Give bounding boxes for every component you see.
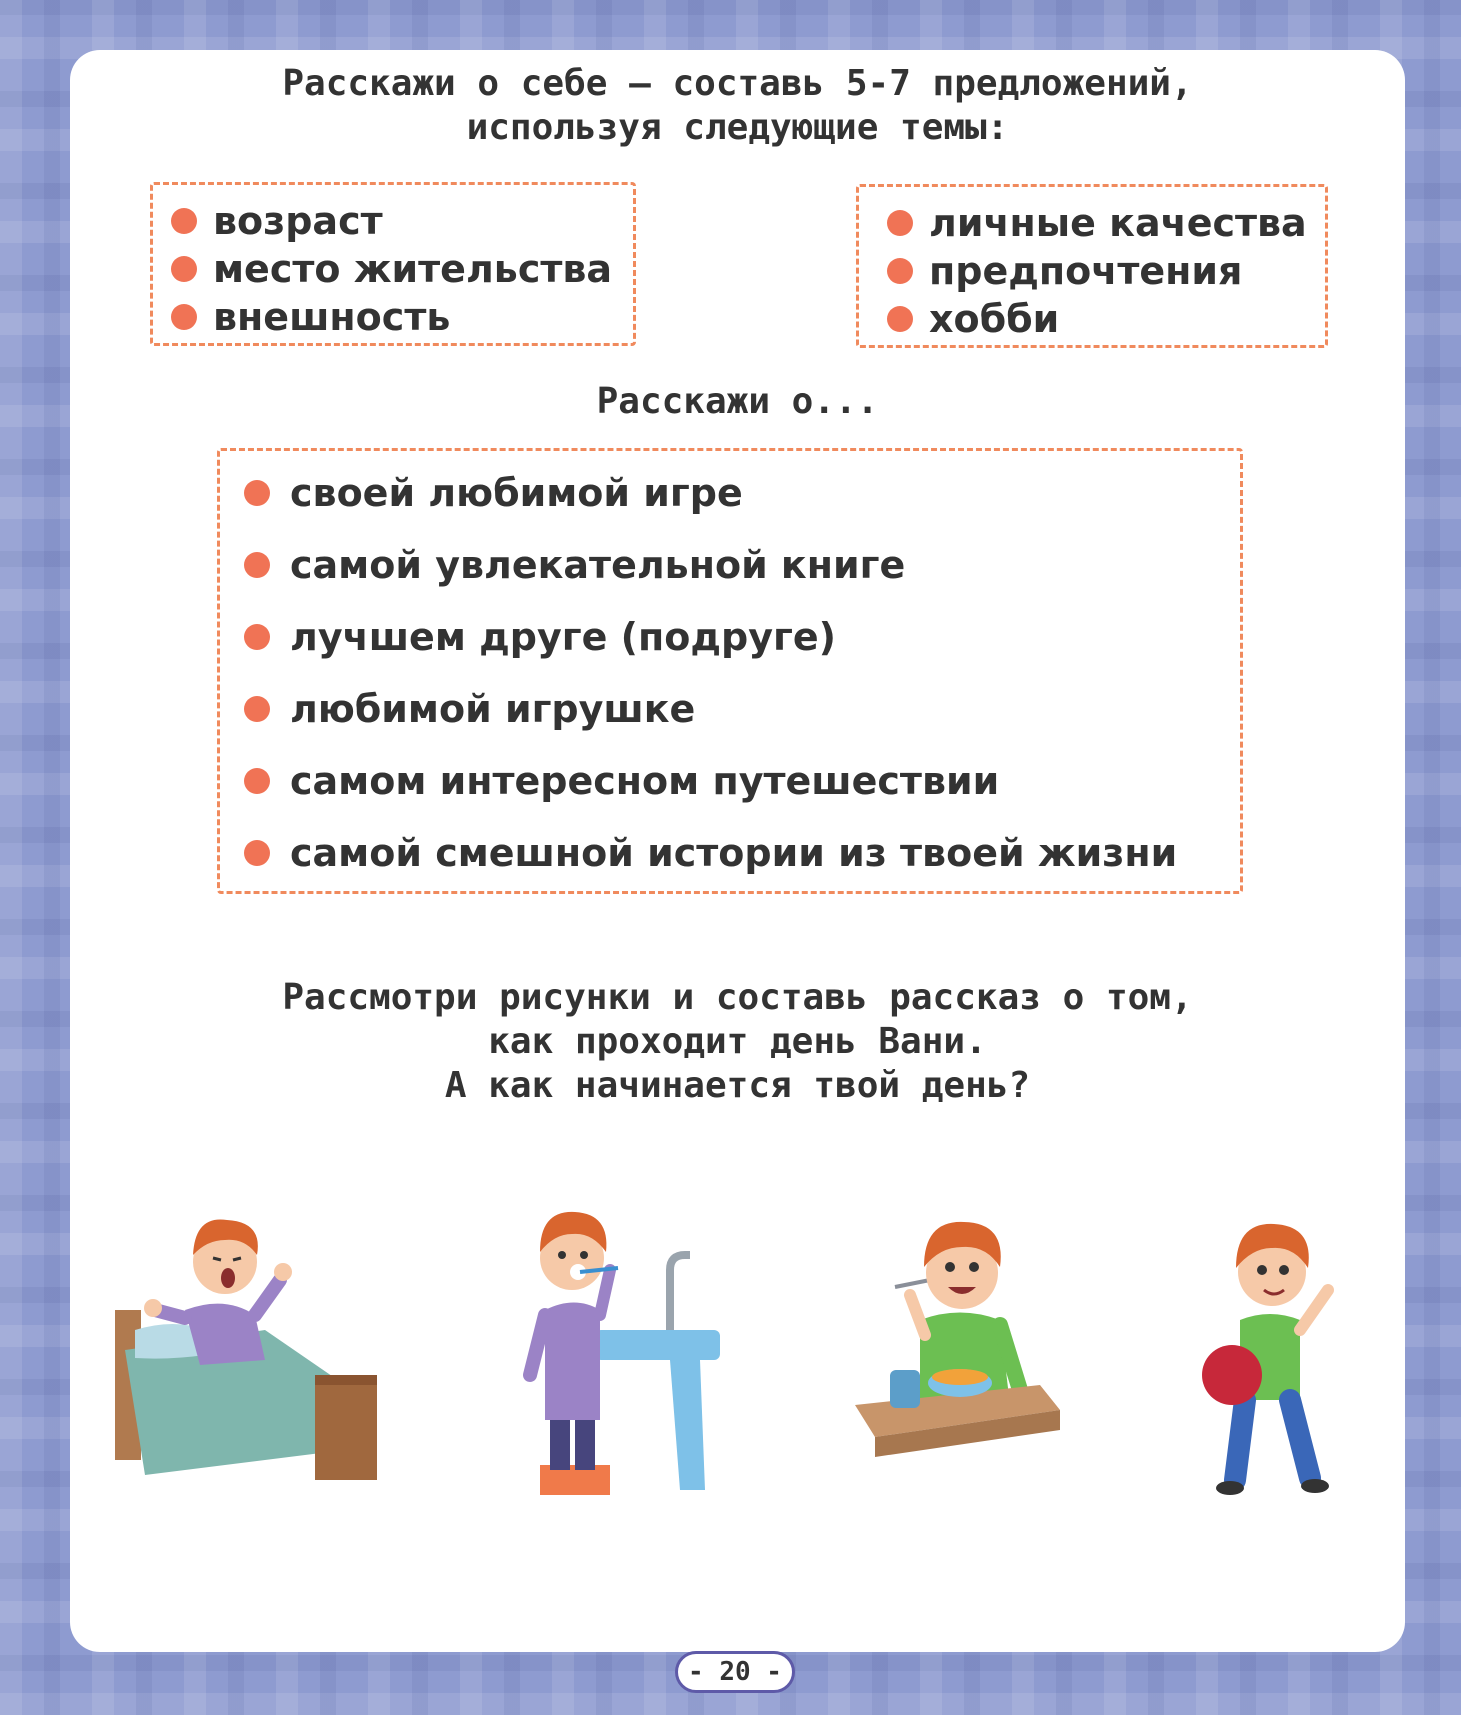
- tell-about-box: [217, 448, 1243, 894]
- list-item: самом интересном путешествии: [220, 745, 1240, 817]
- bullet-icon: [244, 624, 270, 650]
- section3-heading: [70, 976, 1405, 1108]
- boy-with-ball-illustration: [1200, 1210, 1370, 1510]
- boy-waking-up-illustration: [115, 1200, 385, 1490]
- boy-eating-illustration: [850, 1205, 1080, 1505]
- list-item: внешность: [171, 293, 633, 341]
- bullet-icon: [171, 208, 197, 234]
- list-item: самой смешной истории из твоей жизни: [220, 817, 1240, 889]
- list-item: возраст: [171, 197, 633, 245]
- section1-heading-line2: используя следующие темы:: [466, 107, 1009, 148]
- list-item: личные качества: [887, 199, 1325, 247]
- list-item: лучшем друге (подруге): [220, 601, 1240, 673]
- bullet-icon: [244, 696, 270, 722]
- bullet-icon: [244, 768, 270, 794]
- section2-heading: Расскажи о...: [596, 381, 879, 422]
- list-item: самой увлекательной книге: [220, 529, 1240, 601]
- topics-box-right: [856, 184, 1328, 348]
- section1-heading: [70, 62, 1405, 150]
- bullet-icon: [244, 480, 270, 506]
- bullet-icon: [887, 258, 913, 284]
- bullet-icon: [887, 210, 913, 236]
- bullet-icon: [887, 306, 913, 332]
- bullet-icon: [244, 840, 270, 866]
- boy-brushing-teeth-illustration: [500, 1200, 730, 1520]
- list-item: любимой игрушке: [220, 673, 1240, 745]
- bullet-icon: [171, 256, 197, 282]
- list-item: своей любимой игре: [220, 457, 1240, 529]
- section1-heading-line1: Расскажи о себе — составь 5-7 предложений,: [282, 63, 1193, 104]
- list-item: предпочтения: [887, 247, 1325, 295]
- topics-box-left: [150, 182, 636, 346]
- section3-line2: как проходит день Вани.: [488, 1021, 987, 1062]
- bullet-icon: [171, 304, 197, 330]
- page-card: [70, 50, 1405, 1652]
- list-item: место жительства: [171, 245, 633, 293]
- section3-line3: А как начинается твой день?: [444, 1065, 1031, 1106]
- list-item: хобби: [887, 295, 1325, 343]
- bullet-icon: [244, 552, 270, 578]
- section3-line1: Рассмотри рисунки и составь рассказ о том,: [282, 977, 1193, 1018]
- page-number: - 20 -: [675, 1651, 795, 1693]
